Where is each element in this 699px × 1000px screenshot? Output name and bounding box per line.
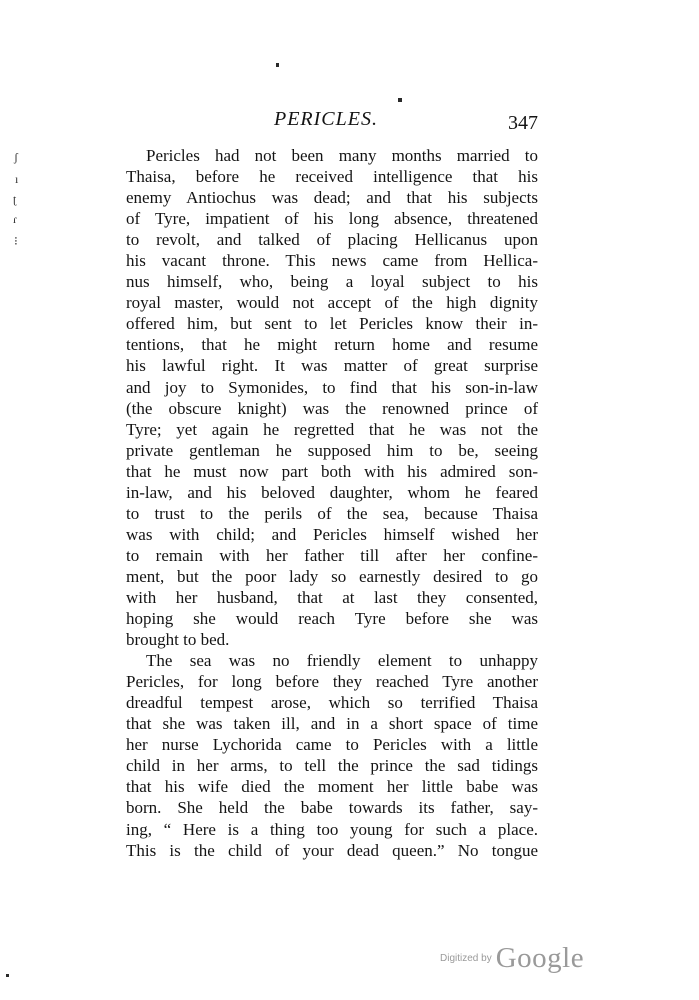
scan-speck [6, 974, 9, 977]
text-line: his lawful right. It was matter of great surprise [126, 356, 538, 376]
text-line: ment, but the poor lady so earnestly desired to go [126, 566, 538, 586]
digitized-by-google-watermark [440, 942, 584, 978]
text-line: Thaisa, before he received intelligence that his [126, 167, 538, 187]
margin-bleed-mark: ı [15, 172, 19, 186]
margin-bleed-mark: ⁝ [14, 234, 18, 248]
page-number: 347 [508, 112, 538, 134]
text-line: offered him, but sent to let Pericles know their in- [126, 314, 538, 334]
watermark-caption: Digitized by [440, 953, 492, 964]
text-line: nus himself, who, being a loyal subject to his [126, 272, 538, 292]
text-line: Tyre; yet again he regretted that he was not the [126, 419, 538, 439]
text-line: Pericles had not been many months married to [146, 146, 538, 165]
margin-bleed-mark: ʈ [13, 192, 17, 206]
text-line: (the obscure knight) was the renowned prince of [126, 398, 538, 418]
text-line: that his wife died the moment her little babe was [126, 777, 538, 797]
text-line: dreadful tempest arose, which so terrified Thaisa [126, 693, 538, 713]
text-line: hoping she would reach Tyre before she was [126, 609, 538, 629]
text-line: ing, “ Here is a thing too young for such a place. [126, 819, 538, 839]
text-line: brought to bed. [126, 630, 230, 650]
text-line: The sea was no friendly element to unhappy [146, 651, 538, 671]
text-line: private gentleman he supposed him to be, seeing [126, 440, 538, 460]
margin-bleed-mark: ɾ [13, 212, 17, 226]
running-head: PERICLES. [274, 108, 378, 130]
text-line: of Tyre, impatient of his long absence, threatened [126, 209, 538, 229]
text-line: child in her arms, to tell the prince the sad tidings [126, 756, 538, 776]
text-line: with her husband, that at last they consented, [126, 587, 538, 607]
scan-speck [398, 98, 402, 102]
text-line: to remain with her father till after her confine- [126, 545, 538, 565]
text-line: enemy Antiochus was dead; and that his subjects [126, 188, 538, 208]
text-line: that he must now part both with his admired son- [126, 461, 538, 481]
scan-speck [276, 63, 279, 67]
text-line: his vacant throne. This news came from Hellica- [126, 251, 538, 271]
body-text [126, 145, 538, 861]
text-line: This is the child of your dead queen.” No tongue [126, 840, 538, 860]
text-line: her nurse Lychorida came to Pericles with a little [126, 735, 538, 755]
text-line: that she was taken ill, and in a short space of time [126, 714, 538, 734]
google-logo: Google [495, 942, 585, 974]
text-line: tentions, that he might return home and resume [126, 335, 538, 355]
text-line: Pericles, for long before they reached Tyre another [126, 672, 538, 692]
text-line: and joy to Symonides, to find that his son-in-law [126, 377, 538, 397]
text-line: to revolt, and talked of placing Hellicanus upon [126, 230, 538, 250]
text-line: to trust to the perils of the sea, because Thaisa [126, 503, 538, 523]
text-line: was with child; and Pericles himself wished her [126, 524, 538, 544]
text-line: born. She held the babe towards its father, say- [126, 798, 538, 818]
text-line: royal master, would not accept of the high dignity [126, 293, 538, 313]
page-header [124, 108, 544, 140]
text-line: in-law, and his beloved daughter, whom he feared [126, 482, 538, 502]
margin-bleed-mark: ʃ [14, 150, 18, 164]
